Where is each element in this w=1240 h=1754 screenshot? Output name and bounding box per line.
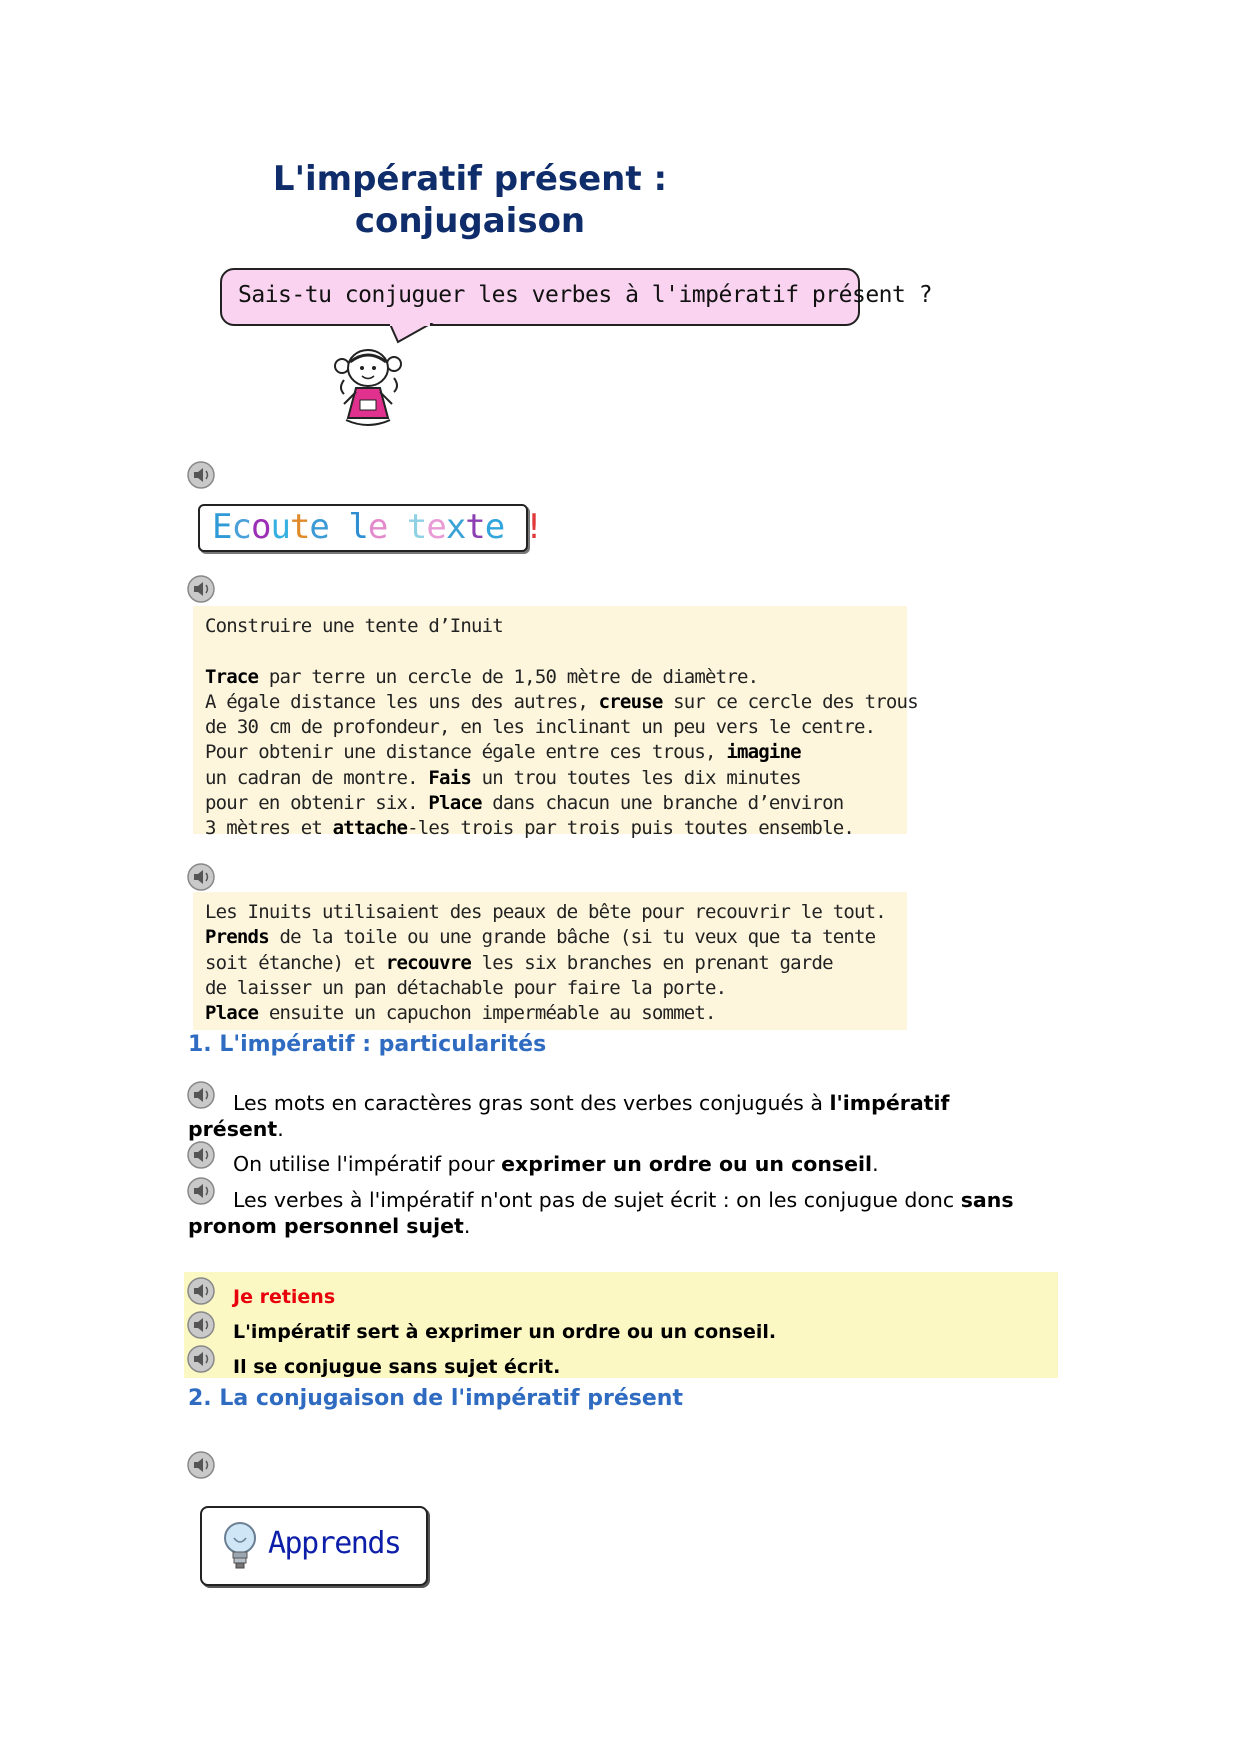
ecoute-le-texte-label xyxy=(212,507,543,547)
section-heading-2: 2. La conjugaison de l'impératif présent xyxy=(188,1386,683,1411)
text-line xyxy=(205,951,895,976)
imperative-verb: attache xyxy=(332,817,408,840)
text-line xyxy=(205,791,895,816)
ecoute-letter: e xyxy=(426,507,446,547)
text-segment: de la toile ou une grande bâche (si tu veux que ta tente xyxy=(268,926,876,949)
text-segment: par terre un cercle de 1,50 mètre de diamètre. xyxy=(258,665,759,688)
ecoute-letter xyxy=(329,507,348,547)
ecoute-letter: o xyxy=(250,507,271,547)
light-bulb-icon xyxy=(220,1518,260,1574)
je-retiens-line-1: L'impératif sert à exprimer un ordre ou un conseil. xyxy=(233,1321,777,1343)
ecoute-letter: t xyxy=(465,507,485,547)
ecoute-letter: l xyxy=(348,507,368,547)
paragraph-bold-words xyxy=(188,1090,1008,1142)
page-title-line1: L'impératif présent : xyxy=(272,159,668,199)
speaker-icon[interactable] xyxy=(186,1276,216,1306)
text-segment: un cadran de montre. xyxy=(205,766,429,789)
paragraph-text: Les mots en caractères gras sont des verbes conjugués à xyxy=(233,1091,830,1115)
text-segment: de 30 cm de profondeur, en les inclinant un peu vers le centre. xyxy=(205,716,876,739)
speech-bubble xyxy=(220,268,933,326)
page-title xyxy=(190,158,750,242)
page-title-line2: conjugaison xyxy=(354,201,586,241)
ecoute-letter: e xyxy=(484,507,505,547)
apprends-button[interactable] xyxy=(200,1506,428,1586)
text-segment: ensuite un capuchon imperméable au sommet. xyxy=(258,1002,716,1025)
text-line xyxy=(205,925,895,950)
text-line xyxy=(205,614,895,639)
paragraph-text: Les verbes à l'impératif n'ont pas de sujet écrit : on les conjugue donc xyxy=(233,1188,961,1212)
section-heading-1: 1. L'impératif : particularités xyxy=(188,1032,547,1057)
ecoute-letter: x xyxy=(445,507,466,547)
speaker-icon[interactable] xyxy=(186,1450,216,1480)
text-segment: dans chacun une branche d’environ xyxy=(481,792,844,815)
text-segment: A égale distance les uns des autres, xyxy=(205,690,599,713)
paragraph-text: . xyxy=(463,1214,471,1238)
text-line xyxy=(205,665,895,690)
paragraph-text: . xyxy=(277,1117,284,1141)
speaker-icon[interactable] xyxy=(186,574,216,604)
imperative-verb: recouvre xyxy=(385,951,471,974)
imperative-verb: creuse xyxy=(598,690,663,713)
ecoute-letter: e xyxy=(367,507,388,547)
speaker-icon[interactable] xyxy=(186,1310,216,1340)
girl-illustration xyxy=(330,338,410,438)
text-segment: pour en obtenir six. xyxy=(205,792,429,815)
text-segment: soit étanche) et xyxy=(205,951,386,974)
je-retiens-title: Je retiens xyxy=(233,1286,336,1308)
text-line xyxy=(205,900,895,925)
paragraph-bold: exprimer un ordre ou un conseil xyxy=(501,1152,873,1176)
speaker-icon[interactable] xyxy=(186,460,216,490)
text-segment: Les Inuits utilisaient des peaux de bête pour recouvrir le tout. xyxy=(205,901,886,923)
text-segment: sur ce cercle des trous xyxy=(662,690,918,713)
ecoute-letter xyxy=(387,507,406,547)
text-segment: les six branches en prenant garde xyxy=(471,951,833,974)
text-line xyxy=(205,976,895,1001)
imperative-verb: Trace xyxy=(205,665,259,688)
je-retiens-line-2: Il se conjugue sans sujet écrit. xyxy=(233,1356,561,1378)
ecoute-letter: c xyxy=(231,507,251,547)
imperative-verb: Place xyxy=(205,1002,259,1025)
paragraph-bold: l'impératif présent xyxy=(188,1091,950,1141)
speaker-icon[interactable] xyxy=(186,1344,216,1374)
ecoute-letter: u xyxy=(270,507,290,547)
text-line xyxy=(205,690,918,715)
text-line xyxy=(205,715,895,740)
text-segment: Construire une tente d’Inuit xyxy=(205,615,503,637)
text-line xyxy=(205,740,895,765)
paragraph-no-subject xyxy=(188,1187,1068,1239)
imperative-verb: Prends xyxy=(205,926,269,949)
ecoute-letter: e xyxy=(309,507,329,547)
ecoute-letter xyxy=(504,507,523,547)
text-segment: 3 mètres et xyxy=(205,817,333,840)
text-segment: Pour obtenir une distance égale entre ces trous, xyxy=(205,741,727,764)
ecoute-letter: ! xyxy=(523,507,544,547)
ecoute-letter: E xyxy=(212,507,232,547)
text-line xyxy=(205,816,895,841)
paragraph-bold: sans pronom personnel sujet xyxy=(188,1188,1014,1238)
paragraph-text: On utilise l'impératif pour xyxy=(233,1152,502,1176)
speech-bubble-text: Sais-tu conjuguer les verbes à l'impératif présent ? xyxy=(238,282,933,308)
paragraph-text: . xyxy=(872,1152,879,1176)
imperative-verb: Fais xyxy=(428,766,471,789)
text-line xyxy=(205,766,895,791)
ecoute-letter: t xyxy=(289,507,310,547)
imperative-verb: Place xyxy=(428,792,482,815)
text-line xyxy=(205,639,895,664)
speaker-icon[interactable] xyxy=(186,862,216,892)
apprends-label: Apprends xyxy=(268,1526,401,1561)
story-text-box-1 xyxy=(193,606,918,840)
text-line xyxy=(205,1001,895,1026)
text-segment: un trou toutes les dix minutes xyxy=(470,766,801,789)
imperative-verb: imagine xyxy=(726,741,801,764)
story-text-box-2 xyxy=(193,892,907,1030)
ecoute-letter: t xyxy=(406,507,427,547)
ecoute-le-texte-button[interactable] xyxy=(198,504,544,552)
text-segment: -les trois par trois puis toutes ensemble. xyxy=(407,817,854,840)
text-segment: de laisser un pan détachable pour faire la porte. xyxy=(205,976,727,999)
paragraph-usage xyxy=(188,1151,1048,1177)
